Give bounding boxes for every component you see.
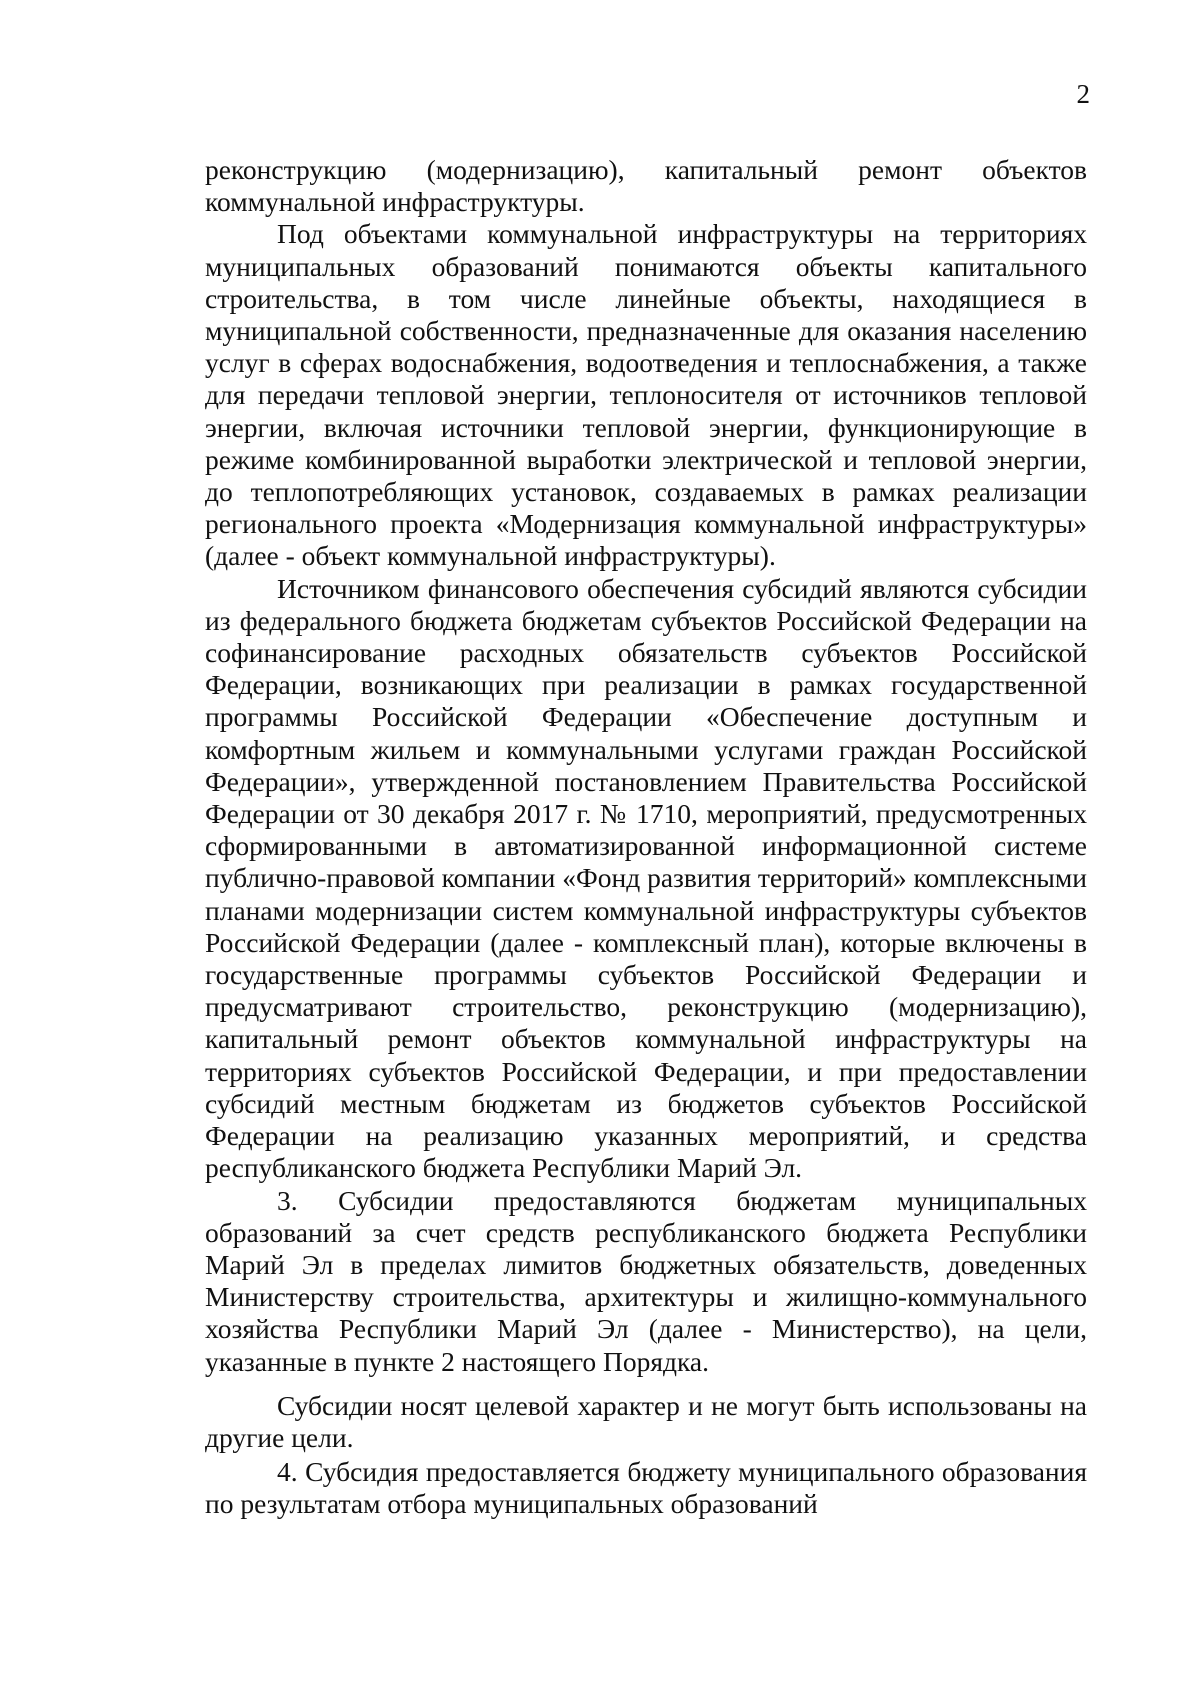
paragraph-purpose-restriction: Субсидии носят целевой характер и не могут быть использованы на другие цели. — [205, 1389, 1087, 1453]
paragraph-continuation: реконструкцию (модернизацию), капитальный ремонт объектов коммунальной инфраструктуры. — [205, 154, 1087, 218]
document-body — [205, 154, 1087, 1521]
paragraph-item-3: 3. Субсидии предоставляются бюджетам муниципальных образований за счет средств республиканского бюджета Республики Марий Эл в пределах лимитов бюджетных обязательств, доведенных Министерству строительства, архитектуры и жилищно-коммунального хозяйства Республики Марий Эл (далее - Министерство), на цели, указанные в пункте 2 настоящего Порядка. — [205, 1184, 1087, 1377]
paragraph-funding-source: Источником финансового обеспечения субсидий являются субсидии из федерального бюджета бюджетам субъектов Российской Федерации на софинансирование расходных обязательств субъектов Российской Федерации, возникающих при реализации в рамках государственной программы Российской Федерации «Обеспечение доступным и комфортным жильем и коммунальными услугами граждан Российской Федерации», утвержденной постановлением Правительства Российской Федерации от 30 декабря 2017 г. № 1710, мероприятий, предусмотренных сформированными в автоматизированной информационной системе публично-правовой компании «Фонд развития территорий» комплексными планами модернизации систем коммунальной инфраструктуры субъектов Российской Федерации (далее - комплексный план), которые включены в государственные программы субъектов Российской Федерации и предусматривают строительство, реконструкцию (модернизацию), капитальный ремонт объектов коммунальной инфраструктуры на территориях субъектов Российской Федерации, и при предоставлении субсидий местным бюджетам из бюджетов субъектов Российской Федерации на реализацию указанных мероприятий, и средства республиканского бюджета Республики Марий Эл. — [205, 572, 1087, 1184]
paragraph-item-4: 4. Субсидия предоставляется бюджету муниципального образования по результатам отбора муниципальных образований — [205, 1456, 1087, 1520]
paragraph-utility-objects-definition: Под объектами коммунальной инфраструктуры на территориях муниципальных образований понимаются объекты капитального строительства, в том числе линейные объекты, находящиеся в муниципальной собственности, предназначенные для оказания населению услуг в сферах водоснабжения, водоотведения и теплоснабжения, а также для передачи тепловой энергии, теплоносителя от источников тепловой энергии, включая источники тепловой энергии, функционирующие в режиме комбинированной выработки электрической и тепловой энергии, до теплопотребляющих установок, создаваемых в рамках реализации регионального проекта «Модернизация коммунальной инфраструктуры» (далее - объект коммунальной инфраструктуры). — [205, 218, 1087, 572]
page-number: 2 — [1076, 79, 1090, 109]
